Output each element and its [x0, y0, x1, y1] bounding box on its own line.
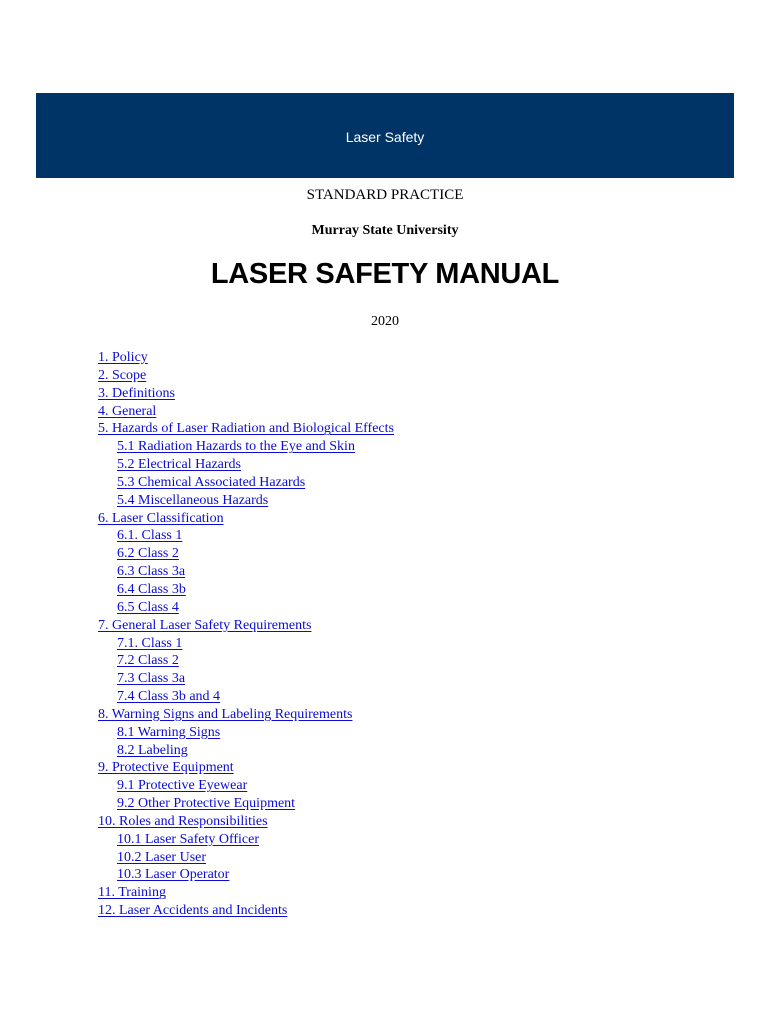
toc-link[interactable]: 10.1 Laser Safety Officer	[117, 831, 260, 847]
toc-link[interactable]: 2. Scope	[98, 367, 147, 383]
toc-link[interactable]: 6.4 Class 3b	[117, 581, 186, 597]
toc-link[interactable]: 6.1. Class 1	[117, 528, 183, 544]
toc-item	[98, 670, 394, 688]
toc-link[interactable]: 6.2 Class 2	[117, 546, 179, 562]
toc-item	[98, 884, 394, 902]
toc-item	[98, 902, 394, 920]
toc-item	[98, 706, 394, 724]
document-year: 2020	[371, 314, 399, 329]
toc-item	[98, 527, 394, 545]
toc-item	[98, 367, 394, 385]
toc-link[interactable]: 7.2 Class 2	[117, 653, 179, 669]
toc-item	[98, 456, 394, 474]
toc-item	[98, 831, 394, 849]
toc-link[interactable]: 9.2 Other Protective Equipment	[117, 796, 296, 812]
toc-item	[98, 724, 394, 742]
toc-item	[98, 635, 394, 653]
toc-item	[98, 581, 394, 599]
document-title: LASER SAFETY MANUAL	[210, 258, 560, 290]
toc-item	[98, 599, 394, 617]
toc-item	[98, 777, 394, 795]
toc-link[interactable]: 10.2 Laser User	[117, 849, 207, 865]
toc-item	[98, 474, 394, 492]
toc-item	[98, 438, 394, 456]
banner-title: Laser Safety	[345, 128, 425, 145]
header-banner	[36, 93, 734, 178]
toc-link[interactable]: 8.2 Labeling	[117, 742, 188, 758]
toc-item	[98, 866, 394, 884]
toc-link[interactable]: 10.3 Laser Operator	[117, 867, 230, 883]
toc-item	[98, 617, 394, 635]
toc-link[interactable]: 5.4 Miscellaneous Hazards	[117, 492, 269, 508]
toc-item	[98, 795, 394, 813]
toc-link[interactable]: 8.1 Warning Signs	[117, 724, 221, 740]
toc-link[interactable]: 12. Laser Accidents and Incidents	[98, 903, 288, 919]
toc-item	[98, 759, 394, 777]
toc-link[interactable]: 7.3 Class 3a	[117, 671, 186, 687]
toc-link[interactable]: 9.1 Protective Eyewear	[117, 778, 248, 794]
toc-link[interactable]: 7.1. Class 1	[117, 635, 183, 651]
toc-link[interactable]: 5.3 Chemical Associated Hazards	[117, 474, 306, 490]
toc-link[interactable]: 7. General Laser Safety Requirements	[98, 617, 312, 633]
toc-item	[98, 742, 394, 760]
toc-item	[98, 349, 394, 367]
toc-link[interactable]: 5.2 Electrical Hazards	[117, 457, 241, 473]
toc-item	[98, 545, 394, 563]
table-of-contents	[98, 349, 394, 920]
toc-link[interactable]: 8. Warning Signs and Labeling Requirements	[98, 706, 353, 722]
toc-link[interactable]: 10. Roles and Responsibilities	[98, 813, 268, 829]
toc-link[interactable]: 5. Hazards of Laser Radiation and Biological Effects	[98, 421, 394, 437]
toc-item	[98, 652, 394, 670]
toc-link[interactable]: 6.3 Class 3a	[117, 564, 186, 580]
toc-item	[98, 813, 394, 831]
toc-item	[98, 688, 394, 706]
toc-link[interactable]: 4. General	[98, 403, 157, 419]
university-name: Murray State University	[311, 223, 459, 238]
toc-item	[98, 510, 394, 528]
toc-item	[98, 403, 394, 421]
toc-item	[98, 563, 394, 581]
toc-link[interactable]: 7.4 Class 3b and 4	[117, 689, 221, 705]
toc-link[interactable]: 1. Policy	[98, 350, 148, 365]
toc-link[interactable]: 5.1 Radiation Hazards to the Eye and Skin	[117, 439, 355, 455]
toc-item	[98, 420, 394, 438]
standard-practice-label: STANDARD PRACTICE	[306, 187, 464, 203]
toc-link[interactable]: 9. Protective Equipment	[98, 760, 234, 776]
toc-item	[98, 849, 394, 867]
toc-link[interactable]: 6.5 Class 4	[117, 599, 179, 615]
toc-link[interactable]: 3. Definitions	[98, 385, 175, 401]
toc-item	[98, 385, 394, 403]
toc-link[interactable]: 11. Training	[98, 885, 166, 901]
toc-link[interactable]: 6. Laser Classification	[98, 510, 224, 526]
toc-item	[98, 492, 394, 510]
